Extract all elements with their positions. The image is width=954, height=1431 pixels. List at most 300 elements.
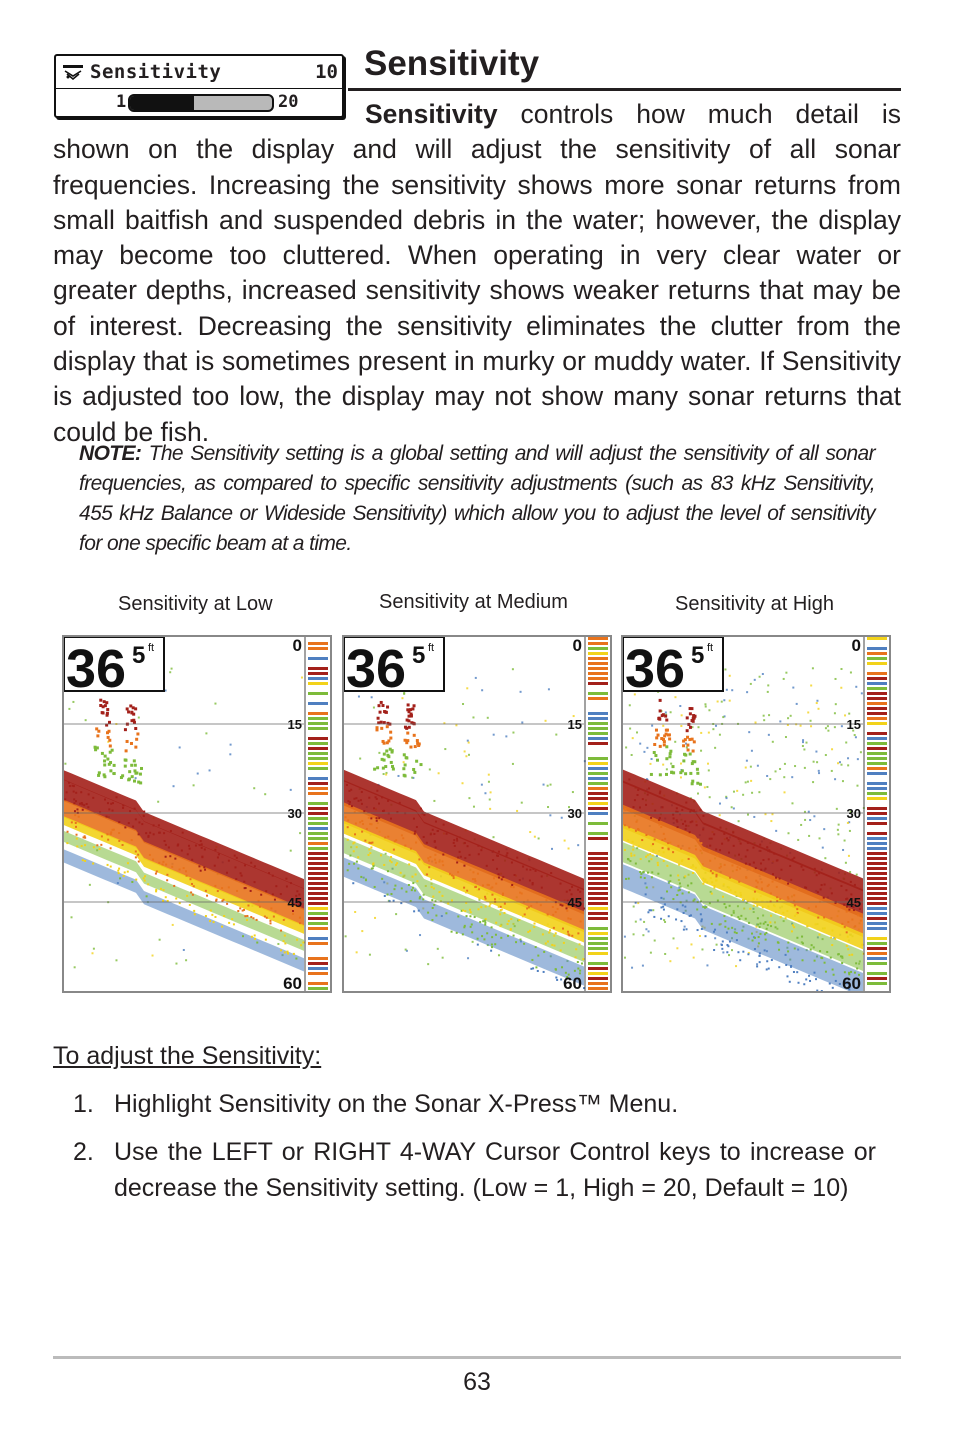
- sonar-return-dot: [738, 854, 740, 856]
- sonar-return-dot: [535, 870, 537, 872]
- sonar-return-dot: [727, 945, 729, 947]
- sonar-noise-dot: [750, 780, 752, 782]
- sonar-return-dot: [446, 833, 448, 835]
- sonar-return-dot: [131, 839, 133, 841]
- sonar-return-dot: [118, 872, 120, 874]
- sonar-return-dot: [678, 864, 680, 866]
- sonar-noise-dot: [152, 955, 154, 957]
- sonar-return-dot: [847, 921, 849, 923]
- sonar-return-dot: [361, 820, 363, 822]
- sonar-return-dot: [569, 889, 571, 891]
- sonar-return-dot: [477, 944, 479, 946]
- sonar-return-dot: [127, 871, 129, 873]
- sonar-noise-dot: [834, 726, 836, 728]
- color-bar-stripe: [588, 877, 608, 880]
- color-bar-stripe: [588, 937, 608, 940]
- sonar-return-dot: [555, 977, 557, 979]
- sonar-return-dot: [414, 833, 416, 835]
- color-bar-stripe: [588, 967, 608, 970]
- sonar-return-dot: [815, 923, 817, 925]
- sonar-return-dot: [709, 860, 711, 862]
- sonar-return-dot: [792, 858, 794, 860]
- sonar-return-dot: [393, 849, 395, 851]
- sonar-return-dot: [284, 942, 286, 944]
- sonar-return-dot: [353, 798, 355, 800]
- sonar-return-dot: [757, 924, 759, 926]
- sonar-return-dot: [194, 913, 196, 915]
- sonar-return-dot: [190, 891, 192, 893]
- sonar-return-dot: [826, 951, 828, 953]
- sonar-return-dot: [149, 832, 151, 834]
- sonar-noise-dot: [662, 725, 664, 727]
- sonar-return-dot: [484, 920, 486, 922]
- sonar-return-dot: [76, 808, 78, 810]
- sonar-noise-dot: [642, 934, 644, 936]
- color-bar-stripe: [588, 972, 608, 975]
- sonar-return-dot: [545, 899, 547, 901]
- sonar-return-dot: [494, 943, 496, 945]
- sonar-noise-dot: [465, 755, 467, 757]
- sonar-noise-dot: [808, 835, 810, 837]
- sonar-return-dot: [635, 863, 637, 865]
- sonar-return-dot: [766, 846, 768, 848]
- sonar-return-dot: [492, 850, 494, 852]
- sonar-noise-dot: [704, 703, 706, 705]
- sonar-return-dot: [401, 887, 403, 889]
- sonar-noise-dot: [665, 711, 667, 713]
- sonar-noise-dot: [92, 952, 94, 954]
- sonar-noise-dot: [93, 948, 95, 950]
- sonar-return-dot: [561, 905, 563, 907]
- sonar-return-dot: [266, 917, 268, 919]
- color-bar-stripe: [588, 722, 608, 725]
- sonar-return-dot: [652, 854, 654, 856]
- color-bar-stripe: [867, 717, 887, 720]
- depth-scale-label: 60: [842, 974, 861, 991]
- sonar-return-dot: [794, 947, 796, 949]
- sonar-return-dot: [106, 816, 108, 818]
- sonar-noise-dot: [159, 939, 161, 941]
- sonar-return-dot: [739, 918, 741, 920]
- sonar-return-dot: [813, 972, 815, 974]
- sonar-return-dot: [129, 810, 131, 812]
- sonar-return-dot: [96, 844, 98, 846]
- sonar-noise-dot: [549, 814, 551, 816]
- sonar-return-dot: [724, 864, 726, 866]
- sonar-noise-dot: [804, 811, 806, 813]
- sonar-return-dot: [124, 871, 126, 873]
- fish-plume-dot: [665, 757, 668, 760]
- sonar-return-dot: [504, 903, 506, 905]
- fish-plume-dot: [97, 774, 100, 777]
- sonar-return-dot: [122, 804, 124, 806]
- sonar-noise-dot: [812, 667, 814, 669]
- sonar-noise-dot: [849, 871, 851, 873]
- sonar-return-dot: [346, 784, 348, 786]
- sonar-return-dot: [766, 968, 768, 970]
- sonar-return-dot: [373, 807, 375, 809]
- sonar-return-dot: [457, 915, 459, 917]
- sonar-return-dot: [449, 873, 451, 875]
- sonar-return-dot: [201, 856, 203, 858]
- sonar-return-dot: [778, 949, 780, 951]
- sonar-return-dot: [478, 897, 480, 899]
- fish-plume-dot: [101, 752, 104, 755]
- sonar-noise-dot: [824, 857, 826, 859]
- fish-plume-dot: [377, 717, 380, 720]
- sonar-return-dot: [235, 878, 237, 880]
- sonar-return-dot: [722, 940, 724, 942]
- sonar-noise-dot: [714, 937, 716, 939]
- sonar-return-dot: [181, 850, 183, 852]
- fish-plume-dot: [691, 719, 694, 722]
- sonar-return-dot: [92, 797, 94, 799]
- sonar-return-dot: [770, 892, 772, 894]
- sonar-return-dot: [299, 917, 301, 919]
- sonar-return-dot: [737, 916, 739, 918]
- sonar-return-dot: [104, 799, 106, 801]
- sonar-return-dot: [445, 912, 447, 914]
- fish-plume-dot: [693, 740, 696, 743]
- sonar-noise-dot: [466, 687, 468, 689]
- widget-value: 10: [315, 61, 338, 83]
- sonar-return-dot: [710, 870, 712, 872]
- sonar-noise-dot: [722, 716, 724, 718]
- sonar-noise-dot: [816, 700, 818, 702]
- sonar-noise-dot: [467, 957, 469, 959]
- fish-plume-dot: [660, 737, 663, 740]
- sonar-return-dot: [270, 922, 272, 924]
- sonar-return-dot: [839, 983, 841, 985]
- sonar-return-dot: [344, 816, 346, 818]
- sonar-noise-dot: [175, 963, 177, 965]
- sonar-panel-high: [621, 635, 891, 993]
- sonar-return-dot: [156, 871, 158, 873]
- sonar-return-dot: [286, 951, 288, 953]
- sonar-return-dot: [463, 926, 465, 928]
- fish-plume-dot: [106, 758, 109, 761]
- sonar-return-dot: [347, 800, 349, 802]
- fish-plume-dot: [665, 729, 668, 732]
- fish-plume-dot: [663, 743, 666, 746]
- sonar-return-dot: [651, 876, 653, 878]
- sonar-return-dot: [759, 952, 761, 954]
- sonar-noise-dot: [643, 921, 645, 923]
- sonar-return-dot: [193, 910, 195, 912]
- sonar-return-dot: [560, 904, 562, 906]
- sonar-return-dot: [191, 883, 193, 885]
- sonar-noise-dot: [825, 727, 827, 729]
- sonar-return-dot: [387, 836, 389, 838]
- sonar-return-dot: [413, 910, 415, 912]
- sonar-return-dot: [791, 930, 793, 932]
- sonar-noise-dot: [493, 836, 495, 838]
- sonar-return-dot: [145, 832, 147, 834]
- sonar-noise-dot: [823, 828, 825, 830]
- sonar-noise-dot: [472, 941, 474, 943]
- sonar-return-dot: [713, 833, 715, 835]
- sonar-return-dot: [682, 823, 684, 825]
- fish-plume-dot: [686, 744, 689, 747]
- fish-plume-dot: [670, 771, 673, 774]
- sonar-return-dot: [798, 920, 800, 922]
- sonar-return-dot: [730, 889, 732, 891]
- sonar-return-dot: [845, 889, 847, 891]
- sonar-return-dot: [347, 826, 349, 828]
- sonar-return-dot: [360, 876, 362, 878]
- sonar-noise-dot: [640, 918, 642, 920]
- color-bar-stripe: [588, 692, 608, 695]
- fish-plume-dot: [383, 742, 386, 745]
- sonar-return-dot: [153, 833, 155, 835]
- depth-readout: 36: [625, 639, 686, 699]
- sonar-noise-dot: [468, 797, 470, 799]
- sonar-return-dot: [415, 842, 417, 844]
- sonar-return-dot: [466, 915, 468, 917]
- sonar-noise-dot: [719, 814, 721, 816]
- sonar-return-dot: [76, 845, 78, 847]
- sonar-return-dot: [659, 792, 661, 794]
- sonar-return-dot: [731, 914, 733, 916]
- sonar-return-dot: [368, 848, 370, 850]
- sonar-return-dot: [794, 904, 796, 906]
- fish-plume-dot: [668, 737, 671, 740]
- sonar-return-dot: [847, 936, 849, 938]
- sonar-noise-dot: [693, 957, 695, 959]
- sonar-noise-dot: [849, 830, 851, 832]
- sonar-return-dot: [818, 872, 820, 874]
- sonar-noise-dot: [183, 949, 185, 951]
- sonar-return-dot: [541, 887, 543, 889]
- sonar-return-dot: [809, 980, 811, 982]
- sonar-noise-dot: [845, 742, 847, 744]
- sonar-return-dot: [728, 839, 730, 841]
- fish-plume-dot: [385, 749, 388, 752]
- sonar-return-dot: [410, 848, 412, 850]
- sonar-return-dot: [765, 868, 767, 870]
- sonar-return-dot: [683, 929, 685, 931]
- sonar-return-dot: [775, 911, 777, 913]
- sonar-return-dot: [107, 802, 109, 804]
- fish-plume-dot: [387, 755, 390, 758]
- sonar-noise-dot: [818, 708, 820, 710]
- color-bar-stripe: [308, 962, 328, 965]
- sonar-return-dot: [577, 932, 579, 934]
- sonar-noise-dot: [472, 716, 474, 718]
- sonar-return-dot: [286, 885, 288, 887]
- sonar-noise-dot: [747, 814, 749, 816]
- sonar-return-dot: [158, 824, 160, 826]
- sonar-return-dot: [560, 949, 562, 951]
- sonar-return-dot: [628, 878, 630, 880]
- sonar-noise-dot: [716, 944, 718, 946]
- fish-plume-dot: [655, 729, 658, 732]
- widget-min-label: 1: [116, 92, 127, 112]
- sonar-noise-dot: [71, 916, 73, 918]
- color-bar-stripe: [588, 637, 608, 640]
- sonar-noise-dot: [464, 750, 466, 752]
- color-bar-stripe: [308, 717, 328, 720]
- sonar-noise-dot: [467, 740, 469, 742]
- color-bar-stripe: [308, 682, 328, 685]
- sonar-return-dot: [88, 793, 90, 795]
- sonar-return-dot: [112, 810, 114, 812]
- sonar-noise-dot: [837, 833, 839, 835]
- color-bar-stripe: [867, 947, 887, 950]
- sonar-return-dot: [73, 791, 75, 793]
- sonar-noise-dot: [437, 948, 439, 950]
- sonar-noise-dot: [489, 808, 491, 810]
- sonar-noise-dot: [804, 767, 806, 769]
- sonar-return-dot: [143, 815, 145, 817]
- fish-plume-dot: [386, 741, 389, 744]
- fish-plume-dot: [684, 738, 687, 741]
- fish-plume-dot: [378, 704, 381, 707]
- sonar-return-dot: [426, 842, 428, 844]
- sonar-return-dot: [659, 791, 661, 793]
- sonar-noise-dot: [841, 764, 843, 766]
- color-bar-stripe: [588, 672, 608, 675]
- sonar-return-dot: [264, 916, 266, 918]
- sonar-return-dot: [857, 914, 859, 916]
- sonar-return-dot: [580, 920, 582, 922]
- sonar-return-dot: [537, 955, 539, 957]
- step-text: Use the LEFT or RIGHT 4-WAY Cursor Control keys to increase or decrease the Sensitivity setting. (Low = 1, High = 20, Default = 10): [114, 1138, 876, 1202]
- sonar-return-dot: [700, 842, 702, 844]
- color-bar-stripe: [588, 757, 608, 760]
- sonar-noise-dot: [629, 704, 631, 706]
- sonar-noise-dot: [520, 691, 522, 693]
- fish-plume-dot: [108, 739, 111, 742]
- sonar-return-dot: [427, 857, 429, 859]
- depth-scale-label: 15: [567, 717, 582, 732]
- color-bar-stripe: [588, 697, 608, 700]
- sonar-return-dot: [777, 941, 779, 943]
- sonar-return-dot: [161, 863, 163, 865]
- sonar-noise-dot: [763, 719, 765, 721]
- color-bar-stripe: [867, 972, 887, 975]
- sonar-noise-dot: [771, 813, 773, 815]
- sonar-return-dot: [251, 936, 253, 938]
- sonar-noise-dot: [72, 701, 74, 703]
- sonar-return-dot: [359, 821, 361, 823]
- sonar-return-dot: [285, 878, 287, 880]
- fish-plume-dot: [688, 738, 691, 741]
- sonar-return-dot: [296, 890, 298, 892]
- sonar-return-dot: [690, 866, 692, 868]
- sonar-return-dot: [762, 859, 764, 861]
- sonar-return-dot: [660, 826, 662, 828]
- sonar-return-dot: [529, 869, 531, 871]
- color-bar-stripe: [588, 892, 608, 895]
- sonar-return-dot: [502, 876, 504, 878]
- sonar-return-dot: [657, 873, 659, 875]
- sonar-return-dot: [467, 845, 469, 847]
- fish-plume-dot: [415, 760, 418, 763]
- fish-plume-dot: [113, 764, 116, 767]
- sonar-return-dot: [456, 861, 458, 863]
- sonar-return-dot: [370, 842, 372, 844]
- sonar-return-dot: [118, 868, 120, 870]
- color-bar-stripe: [867, 742, 887, 745]
- sonar-return-dot: [816, 874, 818, 876]
- sonar-return-dot: [787, 896, 789, 898]
- sonar-return-dot: [428, 866, 430, 868]
- sonar-noise-dot: [654, 940, 656, 942]
- sonar-return-dot: [482, 884, 484, 886]
- sonar-return-dot: [681, 809, 683, 811]
- sonar-noise-dot: [505, 735, 507, 737]
- sonar-noise-dot: [173, 785, 175, 787]
- sonar-return-dot: [506, 854, 508, 856]
- sonar-return-dot: [347, 839, 349, 841]
- sonar-noise-dot: [179, 746, 181, 748]
- sonar-return-dot: [135, 879, 137, 881]
- color-bar-stripe: [308, 887, 328, 890]
- sonar-return-dot: [244, 915, 246, 917]
- sonar-return-dot: [519, 892, 521, 894]
- color-bar-stripe: [308, 657, 328, 660]
- fish-plume-dot: [691, 782, 694, 785]
- sonar-return-dot: [81, 845, 83, 847]
- sonar-return-dot: [846, 931, 848, 933]
- sonar-noise-dot: [746, 760, 748, 762]
- sonar-return-dot: [702, 815, 704, 817]
- sonar-return-dot: [503, 912, 505, 914]
- color-bar-stripe: [867, 927, 887, 930]
- color-bar-stripe: [867, 677, 887, 680]
- color-bar-stripe: [308, 842, 328, 845]
- sonar-noise-dot: [197, 773, 199, 775]
- sonar-return-dot: [772, 881, 774, 883]
- fish-plume-dot: [659, 745, 662, 748]
- sonar-noise-dot: [229, 753, 231, 755]
- color-bar-stripe: [308, 802, 328, 805]
- sonar-noise-dot: [841, 725, 843, 727]
- sonar-return-dot: [758, 942, 760, 944]
- sonar-noise-dot: [489, 799, 491, 801]
- sonar-return-dot: [107, 839, 109, 841]
- sonar-panel-medium: [342, 635, 612, 993]
- sonar-return-dot: [143, 877, 145, 879]
- sonar-return-dot: [652, 843, 654, 845]
- sonar-return-dot: [387, 870, 389, 872]
- color-bar-stripe: [867, 807, 887, 810]
- sonar-return-dot: [300, 944, 302, 946]
- sonar-return-dot: [776, 860, 778, 862]
- sonar-noise-dot: [651, 758, 653, 760]
- sonar-noise-dot: [758, 791, 760, 793]
- color-bar-stripe: [588, 792, 608, 795]
- depth-scale-label: 45: [567, 895, 582, 910]
- sonar-return-dot: [495, 934, 497, 936]
- sonar-return-dot: [670, 886, 672, 888]
- sonar-return-dot: [531, 959, 533, 961]
- color-bar-stripe: [867, 707, 887, 710]
- color-bar-stripe: [308, 847, 328, 850]
- sonar-return-dot: [642, 798, 644, 800]
- sonar-noise-dot: [680, 763, 682, 765]
- sonar-return-dot: [535, 946, 537, 948]
- sonar-return-dot: [479, 921, 481, 923]
- sonar-noise-dot: [684, 926, 686, 928]
- sonar-noise-dot: [633, 933, 635, 935]
- sonar-return-dot: [418, 858, 420, 860]
- color-bar-stripe: [867, 957, 887, 960]
- color-bar-stripe: [588, 812, 608, 815]
- color-bar-stripe: [588, 787, 608, 790]
- sonar-return-dot: [543, 971, 545, 973]
